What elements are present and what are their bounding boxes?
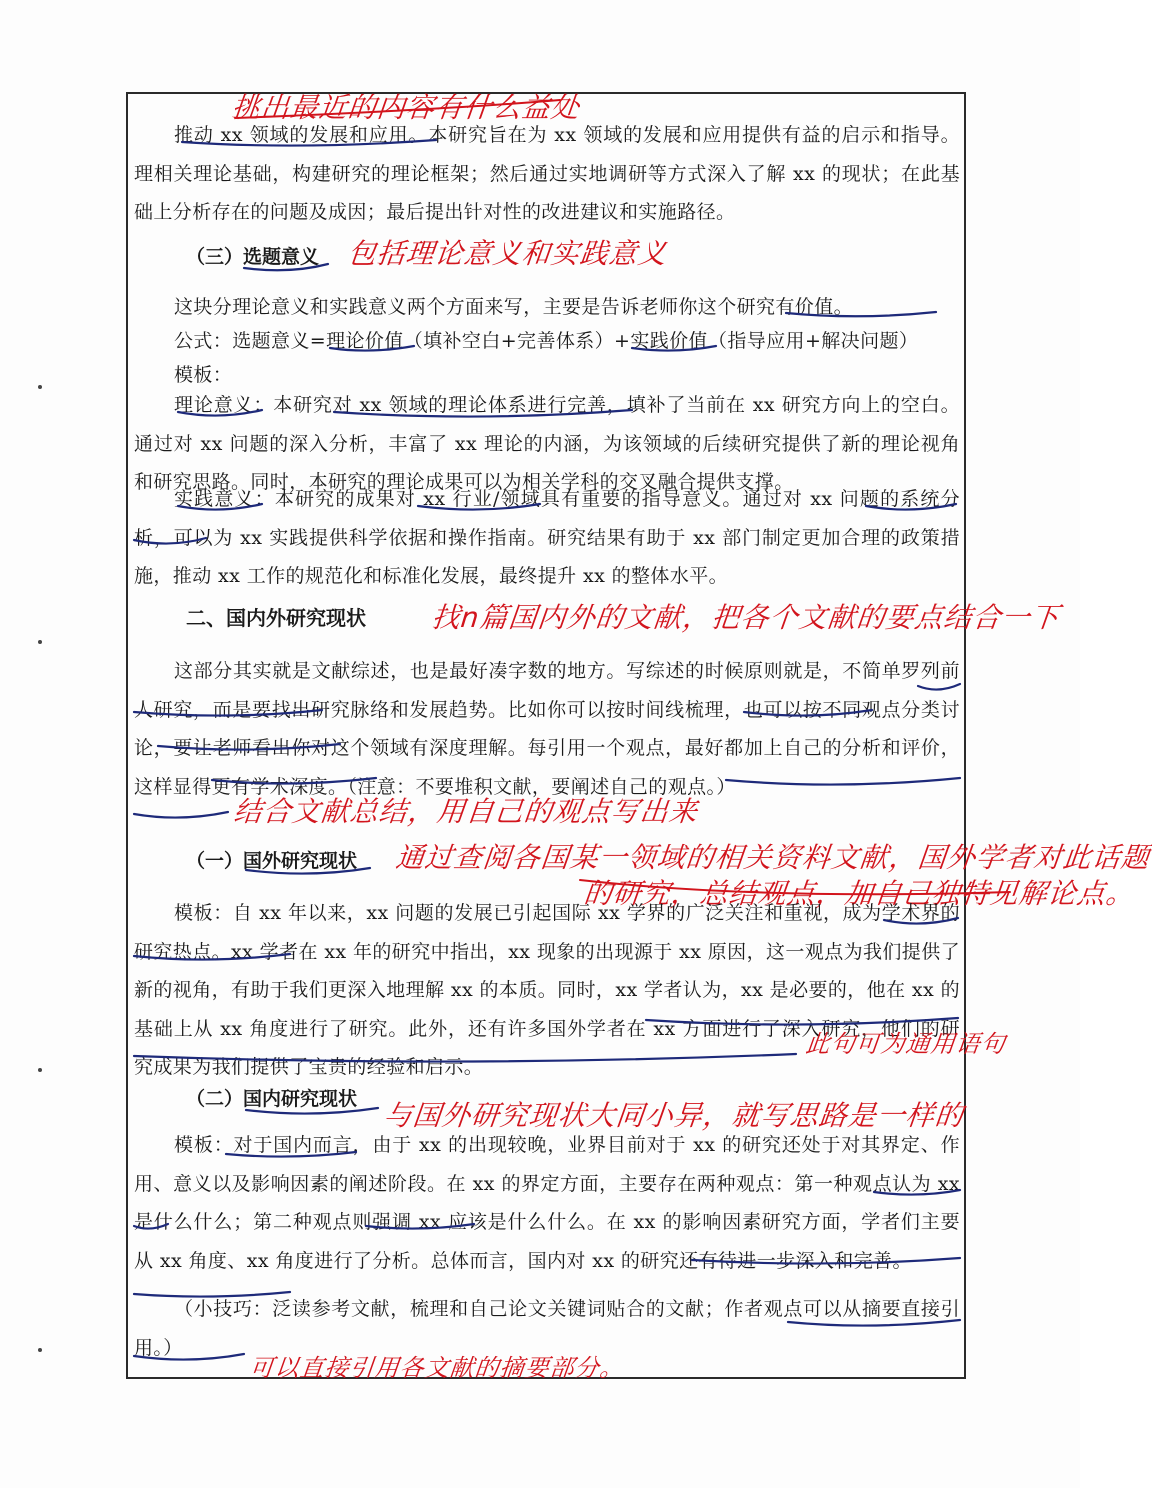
research-status-intro: 这部分其实就是文献综述，也是最好凑字数的地方。写综述的时候原则就是，不简单罗列前人研究，而是要找出研究脉络和发展趋势。比如你可以按时间线梳理，也可以按不同观点分类讨论，要让老师看出你对这个领域有深度理解。每引用一个观点，最好都加上自己的分析和评价，这样显得更有学术深度。（注意：不要堆积文献，要阐述自己的观点。）: [134, 660, 960, 798]
handwritten-note-combine: 结合文献总结，用自己的观点写出来: [232, 795, 700, 828]
handwritten-note-tip: 可以直接引用各文献的摘要部分。: [248, 1354, 627, 1382]
handwritten-note-generic-sentence: 此句可为通用语句: [804, 1030, 1008, 1058]
handwritten-note-significance: 包括理论意义和实践意义: [346, 237, 669, 270]
practice-significance-paragraph: 实践意义：本研究的成果对 xx 行业/领域具有重要的指导意义。通过对 xx 问题的系统分析，可以为 xx 实践提供科学依据和操作指南。研究结果有助于 xx 部门制定更加合理的政策措施，推动 xx 工作的规范化和标准化发展，最终提升 xx 的整体水平。: [134, 488, 960, 587]
scan-speck: [38, 1068, 42, 1072]
section-heading-topic-significance: （三）选题意义: [186, 246, 320, 268]
intro-paragraph: 推动 xx 领域的发展和应用。本研究旨在为 xx 领域的发展和应用提供有益的启示和指导。理相关理论基础，构建研究的理论框架；然后通过实地调研等方式深入了解 xx 的现状；在此基础上分析存在的问题及成因；最后提出针对性的改进建议和实施路径。: [134, 124, 960, 223]
scan-speck: [38, 1348, 42, 1352]
handwritten-note-foreign-1: 通过查阅各国某一领域的相关资料文献，国外学者对此话题: [394, 841, 1152, 874]
scan-speck: [38, 385, 42, 389]
handwritten-note-top: 挑出最近的内容有什么益处: [230, 91, 582, 124]
significance-formula: 公式：选题意义=理论价值（填补空白+完善体系）+实践价值（指导应用+解决问题）: [174, 330, 919, 352]
significance-intro: 这块分理论意义和实践意义两个方面来写，主要是告诉老师你这个研究有价值。: [174, 296, 854, 318]
handwritten-note-domestic: 与国外研究现状大同小异，就写思路是一样的: [382, 1099, 966, 1132]
section-heading-domestic-status: （二）国内研究现状: [186, 1088, 358, 1110]
foreign-status-template: 模板：自 xx 年以来，xx 问题的发展已引起国际 xx 学界的广泛关注和重视，成为学术界的研究热点。xx 学者在 xx 年的研究中指出，xx 现象的出现源于 xx 原因，这一观点为我们提供了新的视角，有助于我们更深入地理解 xx 的本质。同时，xx 学者认为，xx 是必要的，他在 xx 的基础上从 xx 角度进行了研究。此外，还有许多国外学者在 xx 方面进行了深入研究，他们的研究成果为我们提供了宝贵的经验和启示。: [134, 902, 960, 1078]
tip-paragraph: （小技巧：泛读参考文献，梳理和自己论文关键词贴合的文献；作者观点可以从摘要直接引用。）: [134, 1298, 960, 1359]
domestic-status-template: 模板：对于国内而言，由于 xx 的出现较晚，业界目前对于 xx 的研究还处于对其界定、作用、意义以及影响因素的阐述阶段。在 xx 的界定方面，主要存在两种观点：第一种观点认为 xx 是什么什么；第二种观点则强调 xx 应该是什么什么。在 xx 的影响因素研究方面，学者们主要从 xx 角度、xx 角度进行了分析。总体而言，国内对 xx 的研究还有待进一步深入和完善。: [134, 1134, 960, 1272]
section-heading-research-status: 二、国内外研究现状: [186, 606, 366, 630]
section-heading-foreign-status: （一）国外研究现状: [186, 850, 358, 872]
template-label: 模板：: [174, 364, 233, 386]
handwritten-note-foreign-2: 的研究，总结观点，加自己独特见解论点。: [582, 877, 1137, 910]
theory-significance-paragraph: 理论意义：本研究对 xx 领域的理论体系进行完善，填补了当前在 xx 研究方向上的空白。通过对 xx 问题的深入分析，丰富了 xx 理论的内涵，为该领域的后续研究提供了新的理论视角和研究思路。同时，本研究的理论成果可以为相关学科的交叉融合提供支撑。: [134, 394, 960, 493]
handwritten-note-research-status: 找n篇国内外的文献，把各个文献的要点结合一下: [430, 601, 1062, 634]
scan-speck: [38, 640, 42, 644]
